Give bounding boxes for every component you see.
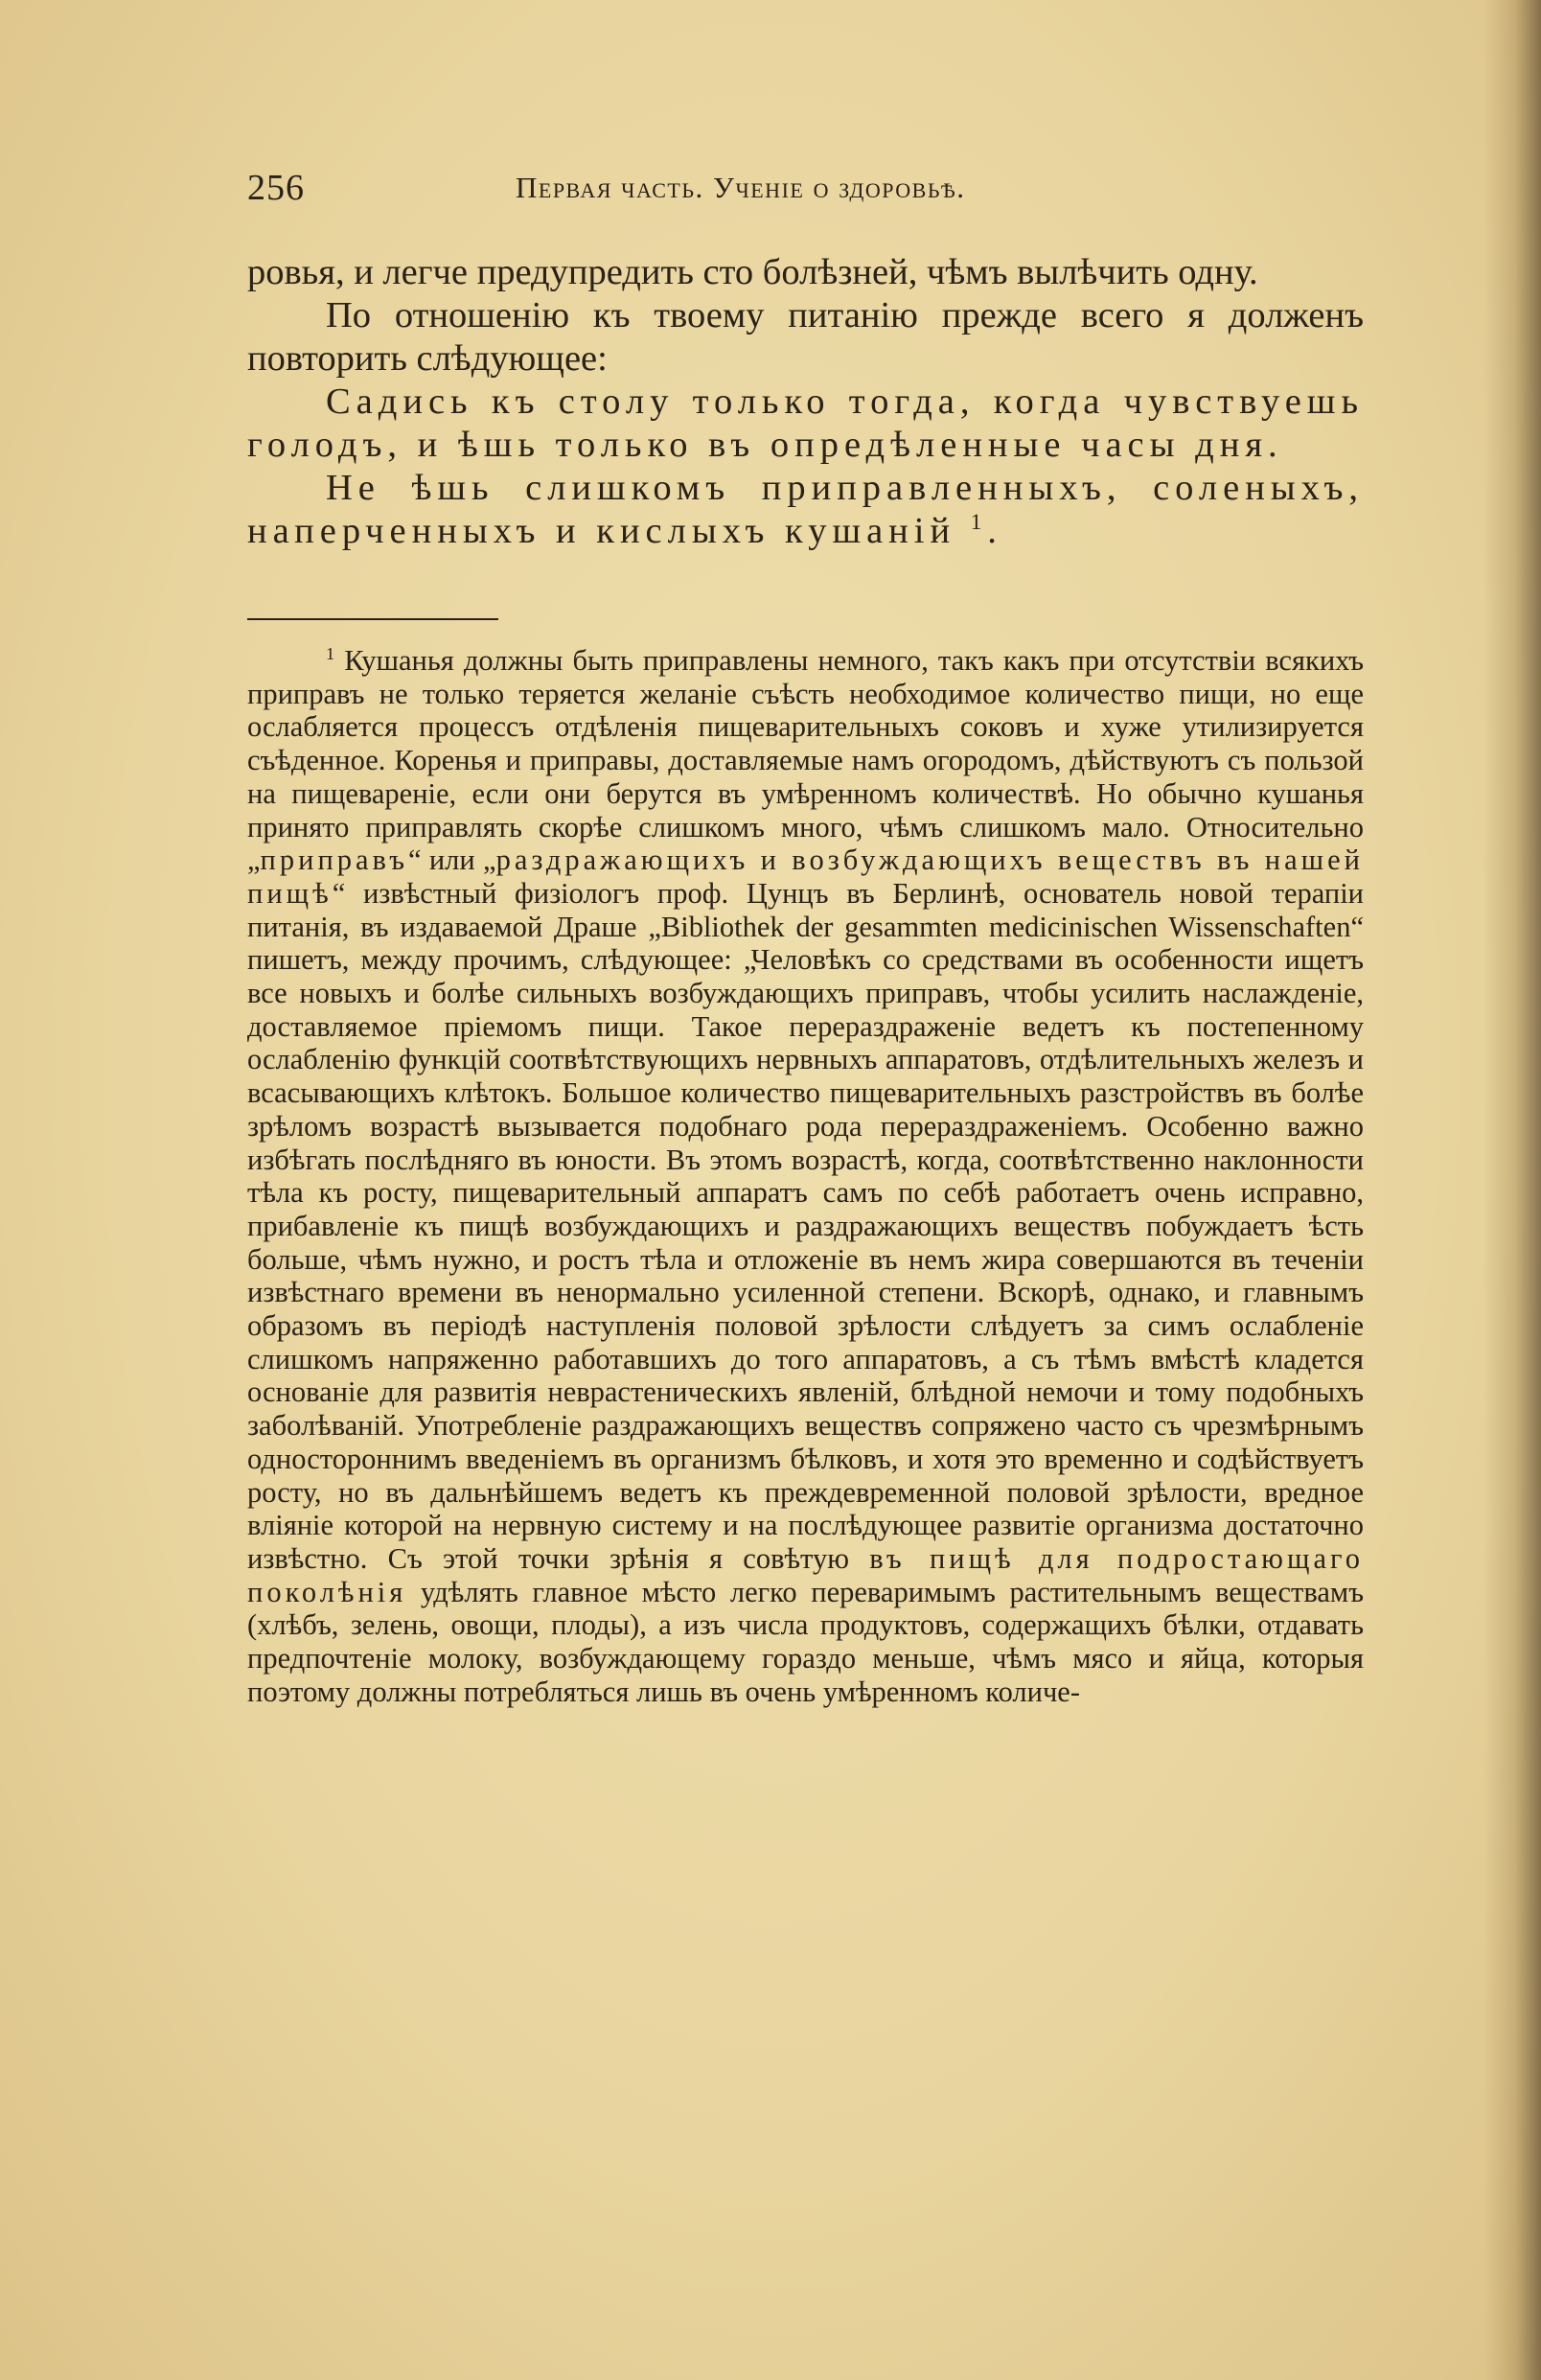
- footnote-spaced-1: приправъ: [260, 843, 408, 877]
- rule-paragraph-2: [247, 467, 1364, 553]
- paragraph-continuation: ровья, и легче предупредить сто болѣзней, чѣмъ вылѣчить одну.: [247, 252, 1258, 292]
- paragraph-intro: По отношенiю къ твоему питанiю прежде всего я долженъ повторить слѣдующее:: [247, 295, 1364, 379]
- footnote-mark: 1: [326, 643, 335, 663]
- rule-2-text: Не ѣшь слишкомъ приправленныхъ, соленыхъ, наперченныхъ и кислыхъ кушанiй: [247, 468, 1364, 551]
- page-number: 256: [247, 168, 305, 208]
- footnote-text-2: “ или „: [407, 843, 496, 877]
- footnote-reference[interactable]: 1: [970, 509, 988, 535]
- main-text: [247, 251, 1364, 553]
- footnote-spaced-2: раздражающихъ и возбуждающихъ веществъ въ нашей пищѣ: [247, 843, 1364, 910]
- footnote-text-1: Кушанья должны быть приправлены немного, такъ какъ при отсутствiи всякихъ приправъ не только теряется желанiе съѣсть необходимое количество пищи, но еще ослабляется процессъ отдѣленiя пищеварительныхъ соковъ и хуже утилизируется съѣденное. Коренья и приправы, доставляемые намъ огородомъ, дѣйствуютъ съ пользой на пищеваренiе, если они берутся въ умѣренномъ количествѣ. Но обычно кушанья принято приправлять скорѣе слишкомъ много, чѣмъ слишкомъ мало. Относительно „: [247, 644, 1364, 877]
- rule-paragraph-1: Садись къ столу только тогда, когда чувствуешь голодъ, и ѣшь только въ опредѣленные часы дня.: [247, 381, 1364, 465]
- page-edge-shadow: [1484, 0, 1541, 2380]
- footnote-paragraph: [247, 644, 1364, 1709]
- footnote: [247, 644, 1364, 1709]
- footnote-text-3: “ извѣстный физiологъ проф. Цунцъ въ Берлинѣ, основатель новой терапiи питанiя, въ издаваемой Драше „Bibliothek der gesammten medicinischen Wissenschaften“ пишетъ, между прочимъ, слѣдующее: „Человѣкъ со средствами въ особенности ищетъ все новыхъ и болѣе сильныхъ возбуждающихъ приправъ, чтобы усилить наслажденiе, доставляемое прiемомъ пищи. Такое перераздраженiе ведетъ къ постепенному ослабленiю функцiй соотвѣтствующихъ нервныхъ аппаратовъ, отдѣлительныхъ железъ и всасывающихъ клѣтокъ. Большое количество пищеварительныхъ разстройствъ въ болѣе зрѣломъ возрастѣ вызывается подобнаго рода перераздраженiемъ. Особенно важно избѣгать послѣдняго въ юности. Въ этомъ возрастѣ, когда, соотвѣтственно наклонности тѣла къ росту, пищеварительный аппаратъ самъ по себѣ работаетъ очень исправно, прибавленiе къ пищѣ возбуждающихъ и раздражающихъ веществъ побуждаетъ ѣсть больше, чѣмъ нужно, и ростъ тѣла и отложенiе въ немъ жира совершаются въ теченiи извѣстнаго времени въ ненормально усиленной степени. Вскорѣ, однако, и главнымъ образомъ въ перiодѣ наступленiя половой зрѣлости слѣдуетъ за симъ ослабленiе слишкомъ напряженно работавшихъ до того аппаратовъ, а съ тѣмъ вмѣстѣ кладется основанiе для развитiя неврастеническихъ явленiй, блѣдной немочи и тому подобныхъ заболѣванiй. Употребленiе раздражающихъ веществъ сопряжено часто съ чрезмѣрнымъ одностороннимъ введенiемъ въ организмъ бѣлковъ, и хотя это временно и содѣйствуетъ росту, но въ дальнѣйшемъ ведетъ къ преждевременной половой зрѣлости, вредное влiянiе которой на нервную систему и на послѣдующее развитiе организма достаточно извѣстно. Съ этой точки зрѣнiя я совѣтую: [247, 876, 1364, 1575]
- footnote-text-4: удѣлять главное мѣсто легко переваримымъ растительнымъ веществамъ (хлѣбъ, зелень, овощи, плоды), а изъ числа продуктовъ, содержащихъ бѣлки, отдавать предпочтенiе молоку, возбуждающему гораздо меньше, чѣмъ мясо и яйца, которыя поэтому должны потребляться лишь въ очень умѣренномъ количе-: [247, 1575, 1364, 1708]
- footnote-divider: [247, 618, 498, 620]
- running-title: Первая часть. Ученiе о здоровьѣ.: [516, 171, 966, 204]
- footnote-spaced-3: въ пищѣ для подростающаго поколѣнiя: [247, 1541, 1364, 1608]
- rule-2-period: .: [987, 511, 1002, 551]
- page-header: [247, 167, 1364, 215]
